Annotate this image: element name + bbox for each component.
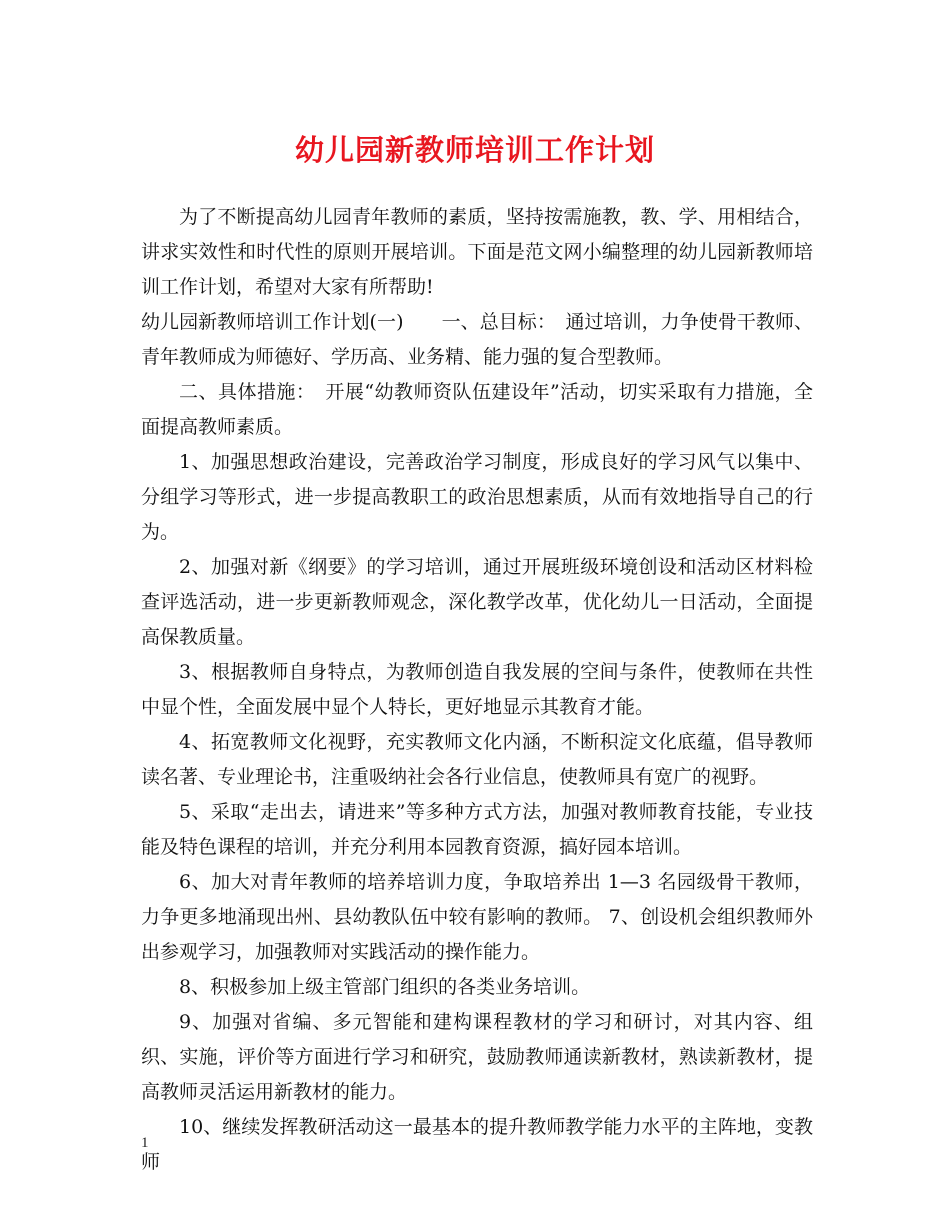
- document-title: 幼儿园新教师培训工作计划: [294, 133, 655, 167]
- paragraph-item-2: 2、加强对新《纲要》的学习培训，通过开展班级环境创设和活动区材料检查评选活动，进一步更新教师观念，深化教学改革，优化幼儿一日活动，全面提高保教质量。: [141, 556, 813, 648]
- paragraph-plan-one-goal: 幼儿园新教师培训工作计划(一) 一、总目标： 通过培训，力争使骨干教师、青年教师成为师德好、学历高、业务精、能力强的复合型教师。: [141, 311, 813, 368]
- paragraph-intro: 为了不断提高幼儿园青年教师的素质，坚持按需施教，教、学、用相结合，讲求实效性和时代性的原则开展培训。下面是范文网小编整理的幼儿园新教师培训工作计划，希望对大家有所帮助!: [141, 206, 813, 298]
- paragraph-item-6-7: 6、加大对青年教师的培养培训力度，争取培养出 1—3 名园级骨干教师，力争更多地涌现出州、县幼教队伍中较有影响的教师。 7、创设机会组织教师外出参观学习，加强教师对实践活动的操作能力。: [141, 871, 813, 963]
- paragraph-item-3: 3、根据教师自身特点，为教师创造自我发展的空间与条件，使教师在共性中显个性，全面发展中显个人特长，更好地显示其教育才能。: [141, 661, 813, 718]
- document-body: [141, 200, 813, 1180]
- paragraph-item-8: 8、积极参加上级主管部门组织的各类业务培训。: [179, 976, 591, 998]
- paragraph-item-9: 9、加强对省编、多元智能和建构课程教材的学习和研讨，对其内容、组织、实施，评价等方面进行学习和研究，鼓励教师通读新教材，熟读新教材，提高教师灵活运用新教材的能力。: [141, 1011, 813, 1103]
- paragraph-item-10: 10、继续发挥教研活动这一最基本的提升教师教学能力水平的主阵地，变教师: [141, 1116, 813, 1173]
- paragraph-item-1: 1、加强思想政治建设，完善政治学习制度，形成良好的学习风气以集中、分组学习等形式，进一步提高教职工的政治思想素质，从而有效地指导自己的行为。: [141, 451, 813, 543]
- page-number: 1: [141, 1135, 149, 1151]
- paragraph-item-4: 4、拓宽教师文化视野，充实教师文化内涵，不断积淀文化底蕴，倡导教师读名著、专业理论书，注重吸纳社会各行业信息，使教师具有宽广的视野。: [141, 731, 813, 788]
- paragraph-item-5: 5、采取“走出去，请进来”等多种方式方法，加强对教师教育技能，专业技能及特色课程的培训，并充分利用本园教育资源，搞好园本培训。: [141, 801, 813, 858]
- paragraph-measures: 二、具体措施： 开展“幼教师资队伍建设年”活动，切实采取有力措施，全面提高教师素质。: [141, 381, 813, 438]
